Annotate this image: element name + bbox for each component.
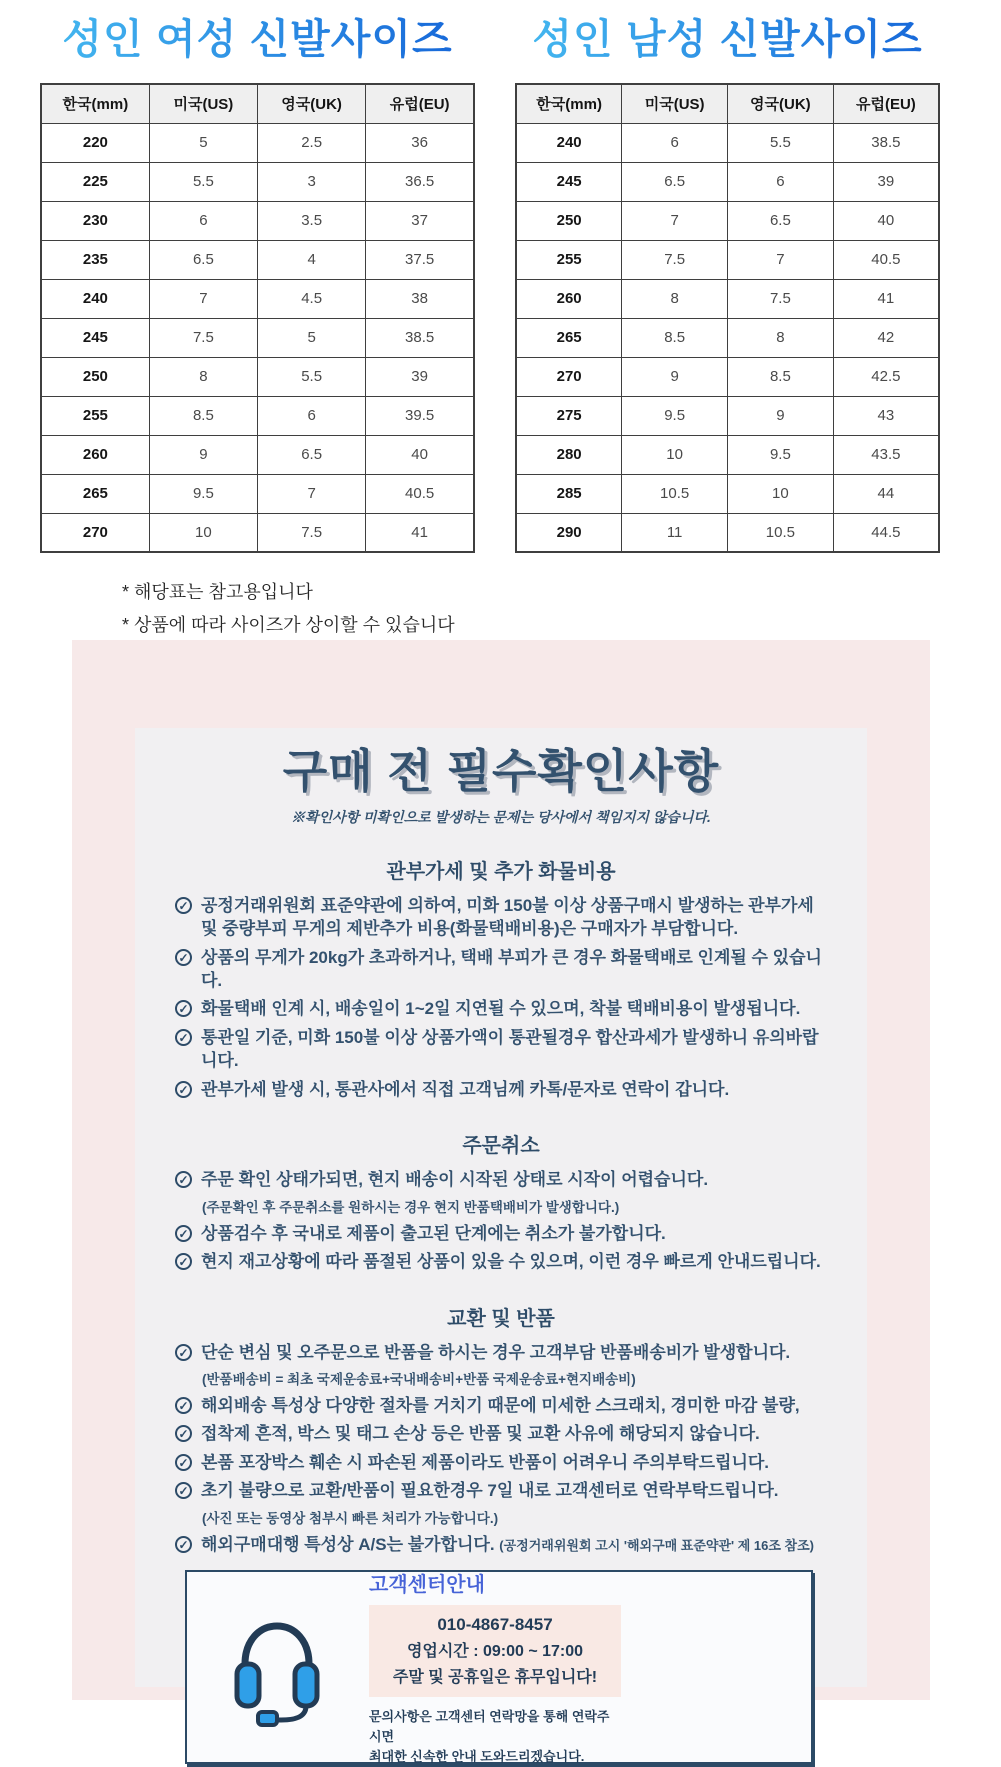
notice-item: [175, 1422, 833, 1445]
size-cell: 38: [366, 279, 474, 318]
size-cell: 39: [366, 357, 474, 396]
column-header: 미국(US): [149, 84, 257, 123]
size-cell: 235: [41, 240, 149, 279]
customer-center-box: [185, 1570, 813, 1764]
notice-text: 화물택배 인계 시, 배송일이 1~2일 지연될 수 있으며, 착불 택배비용이 발생됩니다.: [201, 999, 801, 1019]
customer-center-title: 고객센터안내: [369, 1573, 485, 1596]
size-cell: 240: [41, 279, 149, 318]
notice-subtitle: ※확인사항 미확인으로 발생하는 문제는 당사에서 책임지지 않습니다.: [291, 808, 711, 825]
size-cell: 250: [41, 357, 149, 396]
size-cell: 260: [516, 279, 622, 318]
column-header: 영국(UK): [258, 84, 366, 123]
customer-center-note: [369, 1707, 621, 1767]
size-cell: 4.5: [258, 279, 366, 318]
table-row: [41, 240, 474, 279]
size-cell: 8.5: [149, 396, 257, 435]
size-cell: 8.5: [622, 318, 728, 357]
notice-subnote: (주문확인 후 주문취소를 원하시는 경우 현지 반품택배비가 발생합니다.): [202, 1199, 620, 1215]
notice-inner-panel: [135, 728, 867, 1764]
size-cell: 250: [516, 201, 622, 240]
notice-subnote: (사진 또는 동영상 첨부시 빠른 처리가 가능합니다.): [202, 1510, 499, 1526]
section-heading: 교환 및 반품: [447, 1307, 555, 1330]
check-icon: ✓: [175, 1536, 192, 1553]
table-row: [516, 396, 939, 435]
notice-item: [175, 894, 833, 941]
footnote-reference-only: * 해당표는 참고용입니다: [122, 582, 313, 602]
size-cell: 41: [366, 513, 474, 552]
check-icon: ✓: [175, 1225, 192, 1242]
size-cell: 280: [516, 435, 622, 474]
notice-item: [175, 1451, 833, 1474]
notice-text: 상품의 무게가 20kg가 초과하거나, 택배 부피가 큰 경우 화물택배로 인계될 수 있습니다.: [201, 947, 822, 990]
table-row: [516, 162, 939, 201]
table-row: [41, 318, 474, 357]
check-icon: ✓: [175, 1454, 192, 1471]
size-cell: 44.5: [833, 513, 939, 552]
notice-suffix: (공정거래위원회 고시 '해외구매 표준약관' 제 16조 참조): [499, 1537, 814, 1553]
check-icon: ✓: [175, 1482, 192, 1499]
size-cell: 7.5: [728, 279, 834, 318]
size-cell: 40.5: [833, 240, 939, 279]
size-cell: 6.5: [149, 240, 257, 279]
size-cell: 255: [516, 240, 622, 279]
men-size-table: [515, 83, 940, 553]
table-row: [41, 162, 474, 201]
size-cell: 270: [41, 513, 149, 552]
table-row: [41, 279, 474, 318]
column-header: 미국(US): [622, 84, 728, 123]
notice-item: [175, 1026, 833, 1073]
table-row: [41, 396, 474, 435]
size-cell: 7: [258, 474, 366, 513]
size-cell: 36.5: [366, 162, 474, 201]
size-cell: 7: [149, 279, 257, 318]
size-cell: 6.5: [258, 435, 366, 474]
customer-center-phone: 010-4867-8457: [437, 1614, 553, 1634]
notice-item: [175, 1222, 833, 1245]
size-cell: 4: [258, 240, 366, 279]
notice-item: [175, 1341, 833, 1364]
size-cell: 245: [516, 162, 622, 201]
section-list: [135, 1168, 867, 1273]
size-cell: 265: [516, 318, 622, 357]
men-size-table-title: 성인 남성 신발사이즈: [515, 16, 940, 63]
size-cell: 2.5: [258, 123, 366, 162]
size-cell: 6: [622, 123, 728, 162]
notice-sections: [135, 855, 867, 1557]
table-row: [516, 240, 939, 279]
table-row: [41, 474, 474, 513]
size-cell: 270: [516, 357, 622, 396]
check-icon: ✓: [175, 1000, 192, 1017]
size-cell: 220: [41, 123, 149, 162]
notice-text: 단순 변심 및 오주문으로 반품을 하시는 경우 고객부담 반품배송비가 발생합니다.: [201, 1342, 791, 1362]
size-cell: 9.5: [149, 474, 257, 513]
size-cell: 11: [622, 513, 728, 552]
women-size-table-title: 성인 여성 신발사이즈: [40, 16, 475, 63]
check-icon: ✓: [175, 1253, 192, 1270]
size-cell: 38.5: [833, 123, 939, 162]
column-header: 한국(mm): [516, 84, 622, 123]
size-cell: 7: [622, 201, 728, 240]
notice-item: [175, 1078, 833, 1101]
notice-text: 초기 불량으로 교환/반품이 필요한경우 7일 내로 고객센터로 연락부탁드립니다.: [201, 1481, 779, 1501]
notice-text: 상품검수 후 국내로 제품이 출고된 단계에는 취소가 불가합니다.: [201, 1223, 666, 1243]
check-icon: ✓: [175, 1344, 192, 1361]
column-header: 유럽(EU): [366, 84, 474, 123]
notice-text: 접착제 흔적, 박스 및 태그 손상 등은 반품 및 교환 사유에 해당되지 않습니다.: [201, 1424, 760, 1444]
table-row: [516, 123, 939, 162]
notice-title: 구매 전 필수확인사항: [282, 745, 720, 797]
notice-text: 본품 포장박스 훼손 시 파손된 제품이라도 반품이 어려우니 주의부탁드립니다.: [201, 1452, 770, 1472]
table-row: [516, 357, 939, 396]
notice-text: 통관일 기준, 미화 150불 이상 상품가액이 통관될경우 합산과세가 발생하니 유의바랍니다.: [201, 1027, 819, 1071]
table-row: [41, 123, 474, 162]
size-cell: 5: [149, 123, 257, 162]
table-row: [41, 357, 474, 396]
table-row: [516, 474, 939, 513]
size-cell: 275: [516, 396, 622, 435]
table-row: [516, 318, 939, 357]
footnote-size-may-vary: * 상품에 따라 사이즈가 상이할 수 있습니다: [122, 615, 455, 635]
size-cell: 245: [41, 318, 149, 357]
notice-item: [175, 997, 833, 1020]
notice-outer-panel: [72, 640, 930, 1764]
check-icon: ✓: [175, 1425, 192, 1442]
size-cell: 6: [258, 396, 366, 435]
women-size-table-block: [40, 16, 475, 553]
size-cell: 44: [833, 474, 939, 513]
notice-item: [175, 1479, 833, 1502]
size-cell: 8: [149, 357, 257, 396]
size-cell: 10.5: [728, 513, 834, 552]
customer-center-icon-area: [231, 1608, 323, 1726]
table-row: [41, 435, 474, 474]
table-row: [516, 435, 939, 474]
notice-item: [175, 1250, 833, 1273]
size-table: [40, 83, 475, 553]
size-cell: 8.5: [728, 357, 834, 396]
size-cell: 39.5: [366, 396, 474, 435]
check-icon: ✓: [175, 1081, 192, 1098]
size-cell: 260: [41, 435, 149, 474]
header-row: [516, 84, 939, 123]
headset-icon: [231, 1608, 323, 1726]
size-cell: 40: [366, 435, 474, 474]
women-size-table: [40, 83, 475, 553]
notice-item: [175, 1168, 833, 1191]
size-cell: 37.5: [366, 240, 474, 279]
size-cell: 5.5: [258, 357, 366, 396]
size-cell: 290: [516, 513, 622, 552]
size-cell: 7.5: [622, 240, 728, 279]
check-icon: ✓: [175, 1397, 192, 1414]
size-cell: 240: [516, 123, 622, 162]
size-cell: 42.5: [833, 357, 939, 396]
size-cell: 10.5: [622, 474, 728, 513]
size-cell: 5.5: [149, 162, 257, 201]
table-row: [41, 201, 474, 240]
size-cell: 36: [366, 123, 474, 162]
men-size-table-block: [515, 16, 940, 553]
section-list: [135, 894, 867, 1102]
size-cell: 6.5: [728, 201, 834, 240]
check-icon: ✓: [175, 949, 192, 966]
size-cell: 8: [728, 318, 834, 357]
size-table-footnotes: [122, 576, 455, 642]
size-cell: 42: [833, 318, 939, 357]
size-cell: 255: [41, 396, 149, 435]
size-cell: 10: [622, 435, 728, 474]
check-icon: ✓: [175, 1029, 192, 1046]
notice-text: 주문 확인 상태가되면, 현지 배송이 시작된 상태로 시작이 어렵습니다.: [201, 1170, 709, 1190]
size-cell: 8: [622, 279, 728, 318]
notice-text: 공정거래위원회 표준약관에 의하여, 미화 150불 이상 상품구매시 발생하는 관부가세 및 중량부피 무게의 제반추가 비용(화물택배비용)은 구매자가 부담합니다.: [201, 895, 814, 939]
size-cell: 41: [833, 279, 939, 318]
customer-center-holiday: 주말 및 공휴일은 휴무입니다!: [392, 1668, 598, 1686]
column-header: 유럽(EU): [833, 84, 939, 123]
section-heading: 관부가세 및 추가 화물비용: [386, 860, 616, 883]
size-cell: 9: [622, 357, 728, 396]
size-cell: 43.5: [833, 435, 939, 474]
notice-item: [175, 1533, 833, 1556]
size-cell: 3: [258, 162, 366, 201]
size-cell: 7: [728, 240, 834, 279]
customer-center-hours: 영업시간 : 09:00 ~ 17:00: [406, 1642, 584, 1660]
customer-center-info-box: [369, 1605, 621, 1697]
size-table: [515, 83, 940, 553]
size-cell: 7.5: [258, 513, 366, 552]
notice-text: 현지 재고상황에 따라 품절된 상품이 있을 수 있으며, 이런 경우 빠르게 안내드립니다.: [201, 1252, 821, 1272]
size-cell: 6: [149, 201, 257, 240]
size-cell: 9.5: [728, 435, 834, 474]
size-cell: 10: [728, 474, 834, 513]
size-cell: 225: [41, 162, 149, 201]
customer-center-content: [369, 1568, 621, 1767]
size-cell: 7.5: [149, 318, 257, 357]
size-cell: 37: [366, 201, 474, 240]
size-cell: 9: [728, 396, 834, 435]
size-cell: 3.5: [258, 201, 366, 240]
table-row: [516, 513, 939, 552]
section-list: [135, 1341, 867, 1557]
notice-text: 관부가세 발생 시, 통관사에서 직접 고객님께 카톡/문자로 연락이 갑니다.: [201, 1079, 730, 1099]
notice-text: 해외배송 특성상 다양한 절차를 거치기 때문에 미세한 스크래치, 경미한 마감 불량,: [201, 1396, 800, 1416]
table-row: [516, 279, 939, 318]
notice-text: 해외구매대행 특성상 A/S는 불가합니다. (공정거래위원회 고시 '해외구매 표준약관' 제 16조 참조): [201, 1534, 814, 1554]
header-row: [41, 84, 474, 123]
section-heading: 주문취소: [462, 1135, 540, 1158]
size-cell: 40.5: [366, 474, 474, 513]
size-cell: 38.5: [366, 318, 474, 357]
check-icon: ✓: [175, 1171, 192, 1188]
size-cell: 39: [833, 162, 939, 201]
table-row: [516, 201, 939, 240]
notice-subnote: (반품배송비 = 최초 국제운송료+국내배송비+반품 국제운송료+현지배송비): [202, 1372, 636, 1388]
size-cell: 43: [833, 396, 939, 435]
note-line: 문의사항은 고객센터 연락망을 통해 연락주시면: [369, 1708, 610, 1744]
notice-item: [175, 946, 833, 993]
size-cell: 265: [41, 474, 149, 513]
note-line: 최대한 신속한 안내 도와드리겠습니다.: [369, 1748, 585, 1764]
column-header: 영국(UK): [728, 84, 834, 123]
size-cell: 10: [149, 513, 257, 552]
size-cell: 6.5: [622, 162, 728, 201]
size-cell: 40: [833, 201, 939, 240]
size-cell: 6: [728, 162, 834, 201]
size-cell: 9: [149, 435, 257, 474]
size-cell: 230: [41, 201, 149, 240]
size-cell: 5.5: [728, 123, 834, 162]
notice-item: [175, 1394, 833, 1417]
check-icon: ✓: [175, 897, 192, 914]
table-row: [41, 513, 474, 552]
column-header: 한국(mm): [41, 84, 149, 123]
size-cell: 9.5: [622, 396, 728, 435]
size-cell: 285: [516, 474, 622, 513]
size-cell: 5: [258, 318, 366, 357]
